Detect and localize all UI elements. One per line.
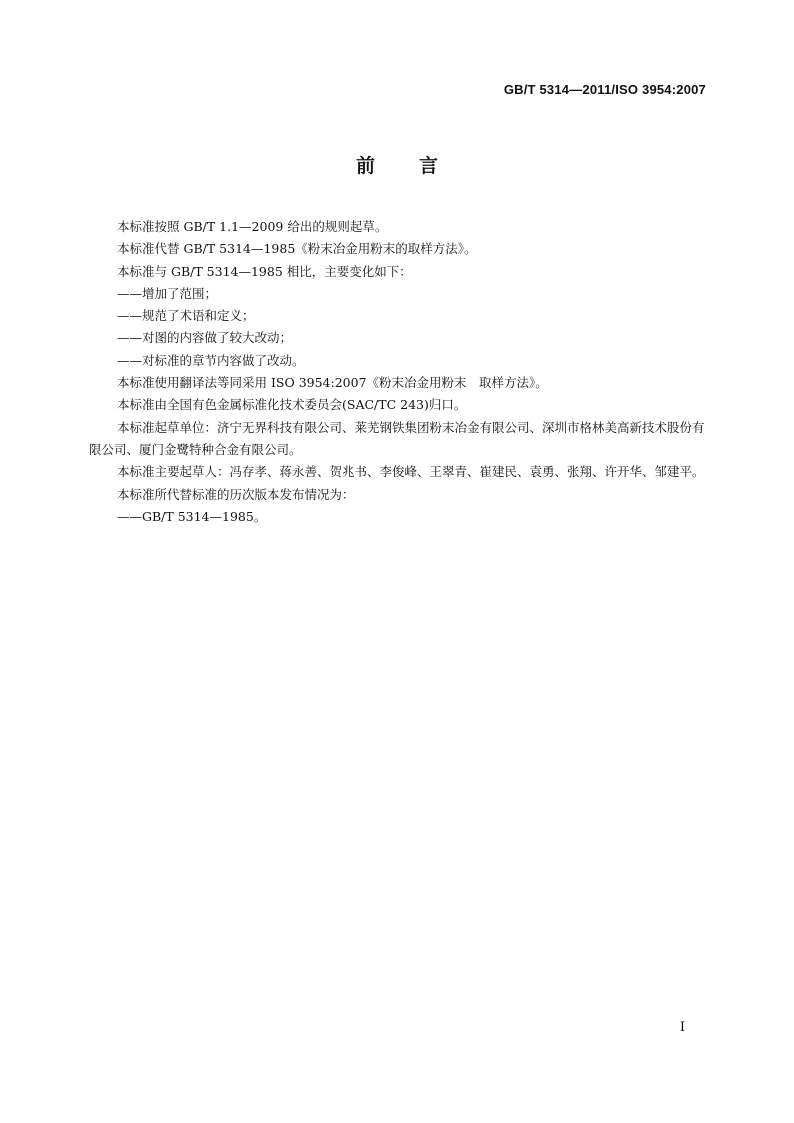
paragraph-committee: 本标准由全国有色金属标准化技术委员会(SAC/TC 243)归口。: [117, 397, 467, 413]
history-item: ——GB/T 5314—1985。: [117, 508, 267, 524]
paragraph-drafting-rules: 本标准按照 GB/T 1.1—2009 给出的规则起草。: [117, 219, 388, 234]
change-item-figures: ——对图的内容做了较大改动；: [117, 330, 293, 346]
paragraph-replaces: 本标准代替 GB/T 5314—1985《粉末冶金用粉末的取样方法》。: [117, 241, 477, 257]
change-item-chapters: ——对标准的章节内容做了改动。: [117, 352, 305, 368]
page-title: 前言: [355, 155, 482, 177]
paragraph-iso-adoption: 本标准使用翻译法等同采用 ISO 3954:2007《粉末冶金用粉末 取样方法》。: [117, 375, 548, 391]
page-number: I: [679, 1020, 685, 1035]
paragraph-history-intro: 本标准所代替标准的历次版本发布情况为：: [117, 486, 355, 502]
paragraph-drafting-units: 本标准起草单位：济宁无界科技有限公司、莱芜钢铁集团粉末冶金有限公司、深圳市格林美高新技术股份有限公司、厦门金鹭特种合金有限公司。: [89, 419, 705, 457]
foreword-body: [89, 216, 705, 528]
change-item-terms: ——规范了术语和定义；: [117, 308, 255, 324]
change-item-scope: ——增加了范围；: [117, 285, 218, 301]
standard-code: GB/T 5314—2011/ISO 3954:2007: [503, 82, 706, 97]
paragraph-changes-intro: 本标准与 GB/T 5314—1985 相比，主要变化如下：: [117, 263, 412, 279]
paragraph-drafters: 本标准主要起草人：冯存孝、蒋永善、贺兆书、李俊峰、王翠青、崔建民、袁勇、张翔、许开华、邹建平。: [117, 464, 705, 480]
